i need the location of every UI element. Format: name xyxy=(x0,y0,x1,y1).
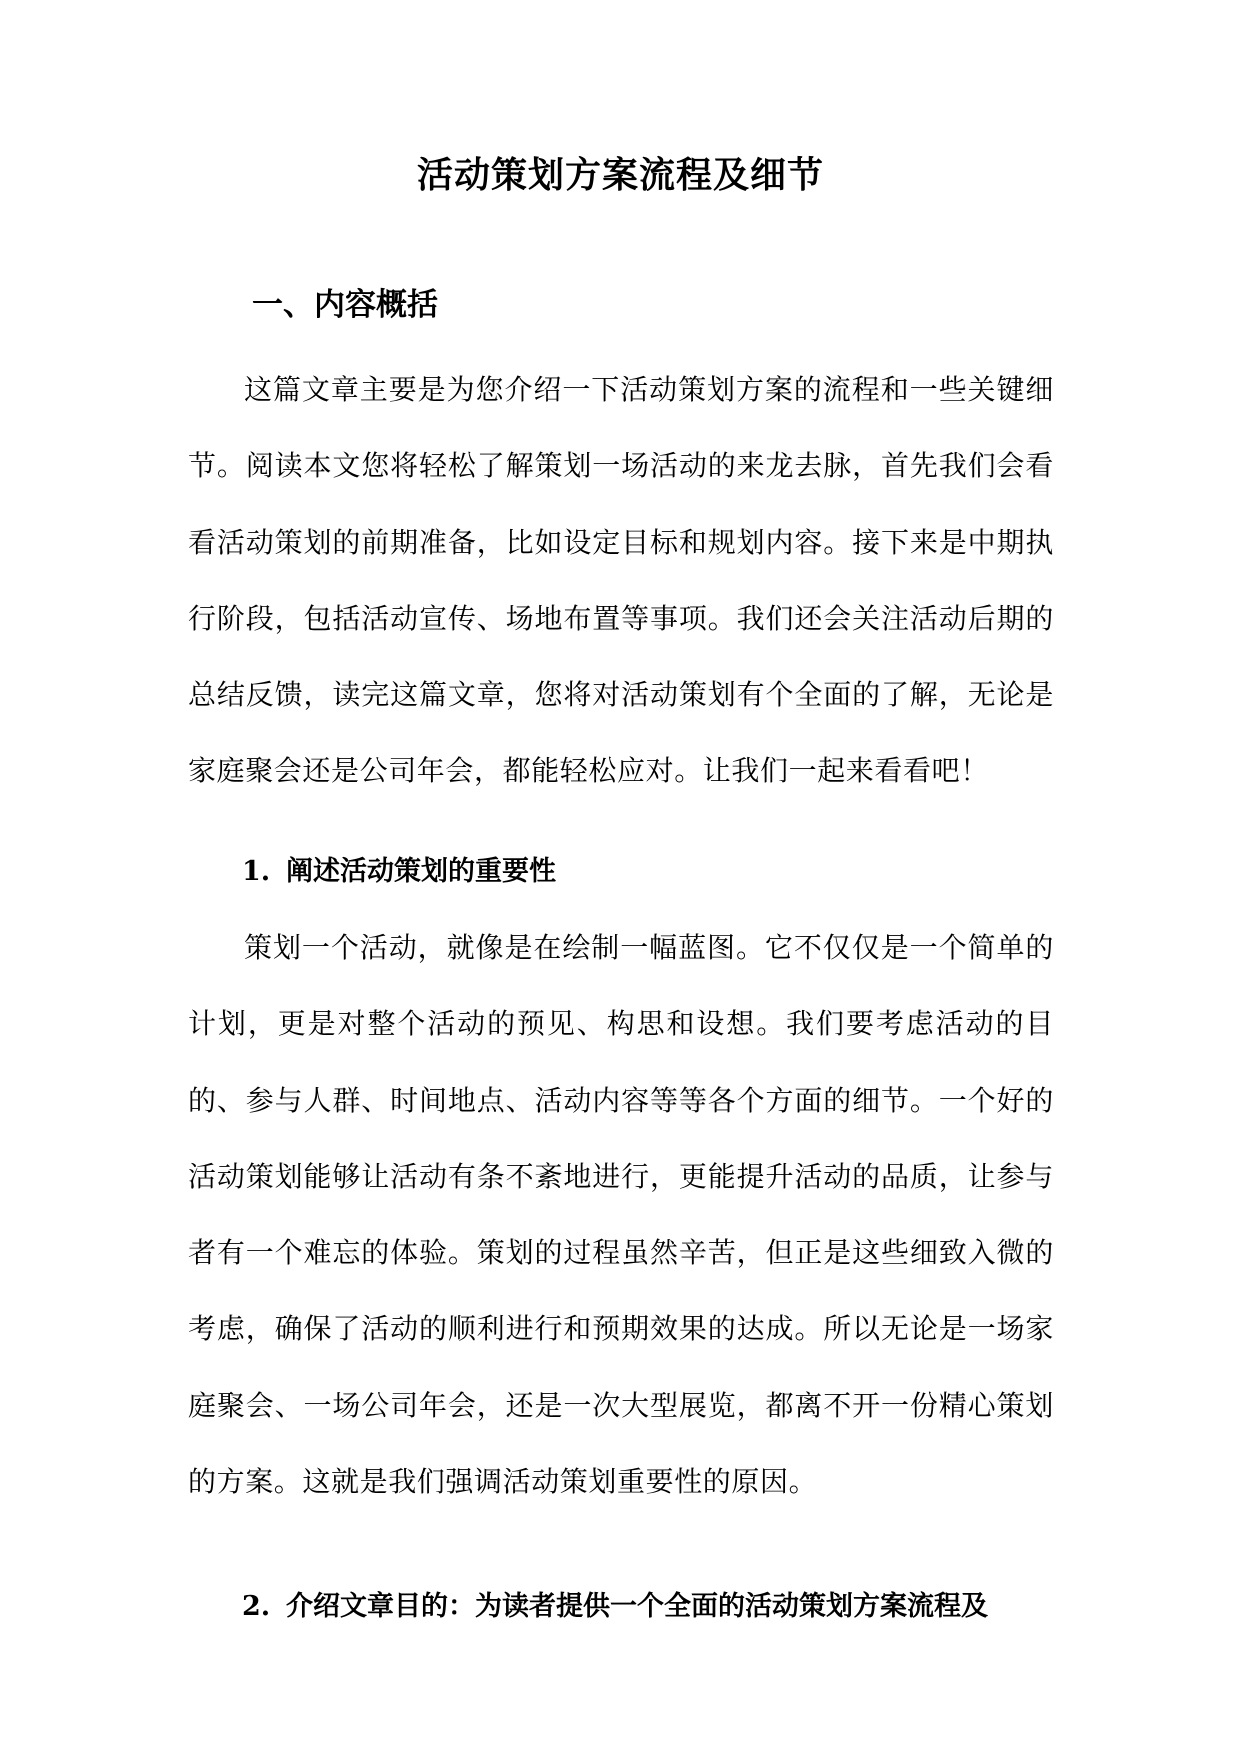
section-heading-summary: 一、内容概括 xyxy=(252,287,438,323)
subsection-heading-importance xyxy=(242,852,556,892)
document-title: 活动策划方案流程及细节 xyxy=(416,154,824,196)
subsection-number: 1. xyxy=(242,856,271,887)
subsection-number: 2. xyxy=(242,1591,271,1622)
subsection-heading-text: 阐述活动策划的重要性 xyxy=(286,856,556,887)
importance-paragraph: 策划一个活动，就像是在绘制一幅蓝图。它不仅仅是一个简单的计划，更是对整个活动的预见、构思和设想。我们要考虑活动的目的、参与人群、时间地点、活动内容等等各个方面的细节。一个好的活动策划能够让活动有条不紊地进行，更能提升活动的品质，让参与者有一个难忘的体验。策划的过程虽然辛苦，但正是这些细致入微的考虑，确保了活动的顺利进行和预期效果的达成。所以无论是一场家庭聚会、一场公司年会，还是一次大型展览，都离不开一份精心策划的方案。这就是我们强调活动策划重要性的原因。 xyxy=(188,931,1054,1499)
subsection-heading-purpose xyxy=(242,1587,988,1627)
subsection-heading-text: 介绍文章目的：为读者提供一个全面的活动策划方案流程及 xyxy=(286,1591,988,1622)
summary-paragraph: 这篇文章主要是为您介绍一下活动策划方案的流程和一些关键细节。阅读本文您将轻松了解策划一场活动的来龙去脉，首先我们会看看活动策划的前期准备，比如设定目标和规划内容。接下来是中期执行阶段，包括活动宣传、场地布置等事项。我们还会关注活动后期的总结反馈，读完这篇文章，您将对活动策划有个全面的了解，无论是家庭聚会还是公司年会，都能轻松应对。让我们一起来看看吧！ xyxy=(188,373,1054,788)
